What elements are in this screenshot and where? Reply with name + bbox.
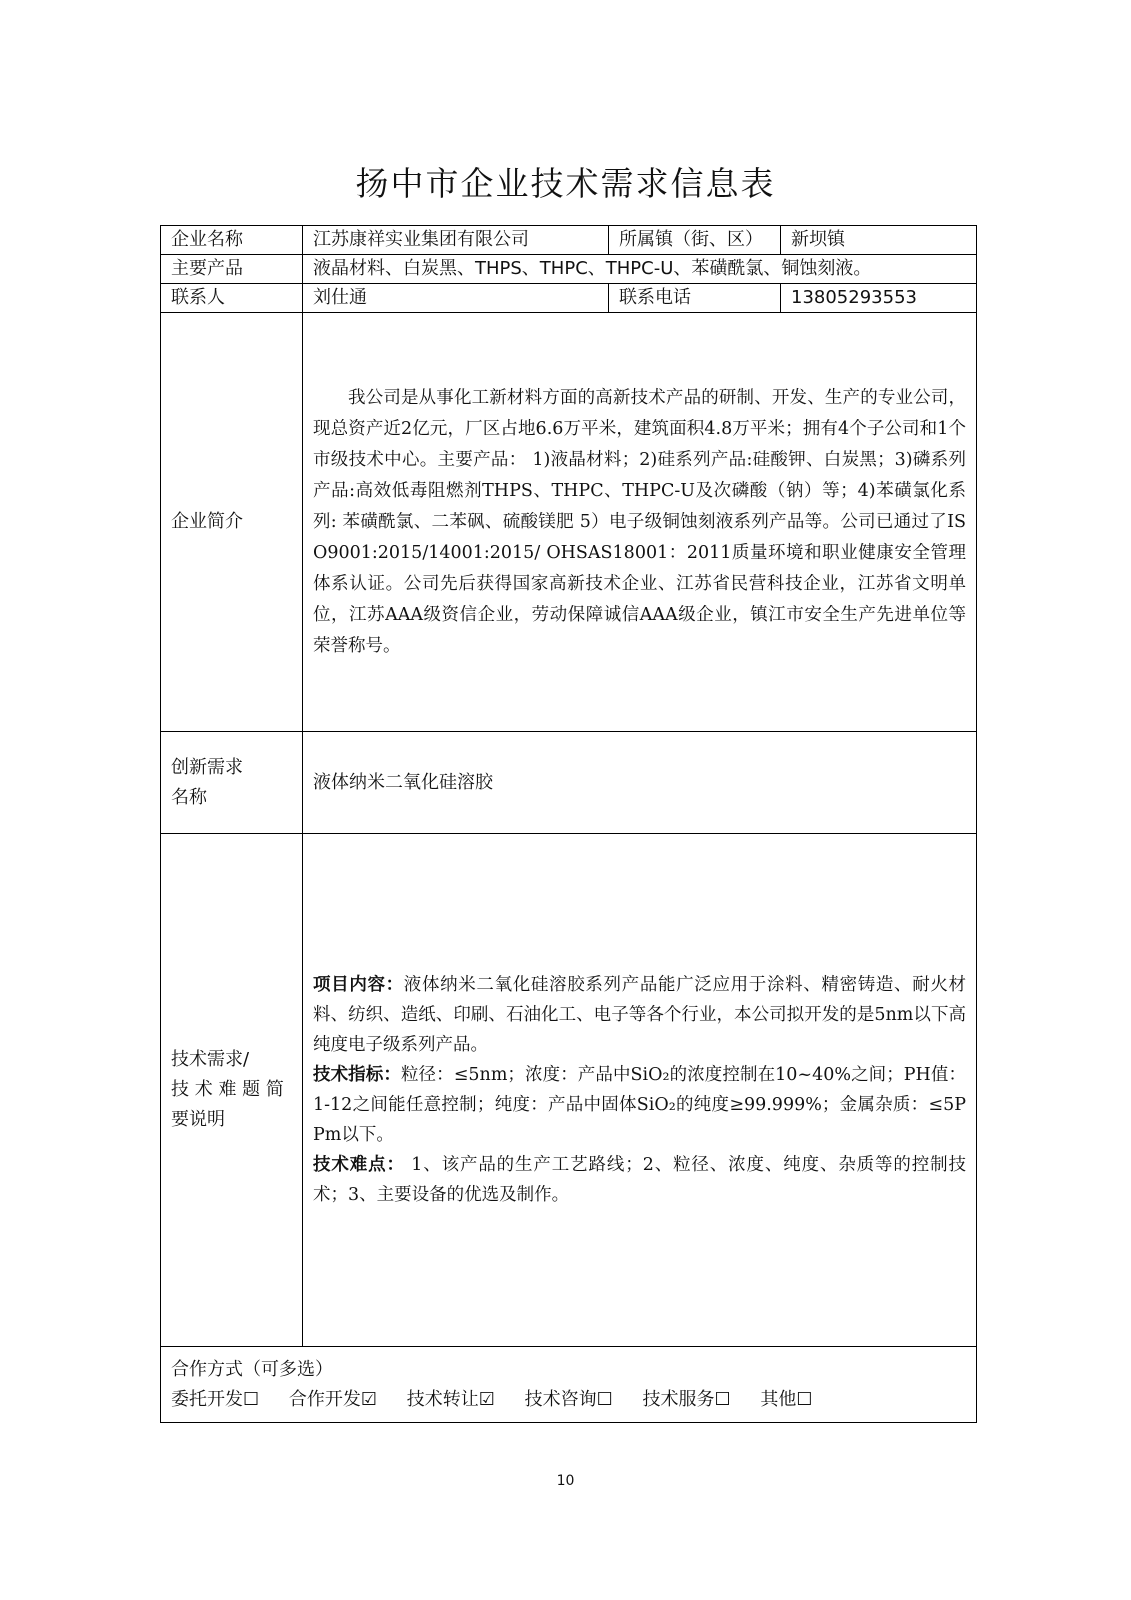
company-label: 企业名称 — [161, 226, 303, 255]
intro-text: 我公司是从事化工新材料方面的高新技术产品的研制、开发、生产的专业公司，现总资产近2亿元，厂区占地6.6万平米，建筑面积4.8万平米；拥有4个子公司和1个市级技术中心。主要产品： 1)液晶材料；2)硅系列产品:硅酸钾、白炭黑；3)磷系列产品:高效低毒阻燃剂THPS、THPC、THPC-U及次磷酸（钠）等；4)苯磺氯化系列: 苯磺酰氯、二苯砜、硫酸镁肥 5）电子级铜蚀刻液系列产品等。公司已通过了ISO9001:2015/14001:2015/ OHSAS18001：2011质量环境和职业健康安全管理体系认证。公司先后获得国家高新技术企业、江苏省民营科技企业，江苏省文明单位，江苏AAA级资信企业，劳动保障诚信AAA级企业，镇江市安全生产先进单位等荣誉称号。 — [313, 387, 966, 656]
row-products — [161, 255, 977, 284]
row-cooperation — [161, 1347, 977, 1423]
tech-index-label: 技术指标： — [313, 1065, 401, 1085]
phone-value: 13805293553 — [781, 284, 977, 313]
page-title: 扬中市企业技术需求信息表 — [355, 164, 776, 203]
tech-label-line1: 技术需求/ — [171, 1049, 250, 1070]
option-other[interactable]: 其他☐ — [760, 1388, 813, 1410]
tech-difficulty-text: 1、该产品的生产工艺路线；2、粒径、浓度、纯度、杂质等的控制技术；3、主要设备的优选及制作。 — [313, 1155, 966, 1205]
tech-label-line2: 技 术 难 题 简 — [171, 1079, 284, 1100]
row-tech — [161, 834, 977, 1347]
products-value: 液晶材料、白炭黑、THPS、THPC、THPC-U、苯磺酰氯、铜蚀刻液。 — [303, 255, 977, 284]
tech-difficulty-label: 技术难点： — [313, 1155, 405, 1175]
tech-content-label: 项目内容： — [313, 975, 404, 995]
demand-label-line1: 创新需求 — [171, 756, 243, 778]
products-label: 主要产品 — [161, 255, 303, 284]
demand-label — [161, 732, 303, 834]
tech-content — [313, 970, 966, 1060]
town-label: 所属镇（街、区） — [609, 226, 781, 255]
row-demand — [161, 732, 977, 834]
tech-index — [313, 1060, 966, 1150]
contact-value: 刘仕通 — [303, 284, 609, 313]
option-tech-transfer[interactable]: 技术转让☑ — [406, 1388, 495, 1410]
demand-label-line2: 名称 — [171, 786, 207, 808]
phone-label: 联系电话 — [609, 284, 781, 313]
town-value: 新坝镇 — [781, 226, 977, 255]
intro-cell — [303, 313, 977, 732]
tech-label — [161, 834, 303, 1347]
cooperation-cell — [161, 1347, 977, 1423]
row-intro — [161, 313, 977, 732]
option-joint-dev[interactable]: 合作开发☑ — [288, 1388, 378, 1410]
option-commissioned-dev[interactable]: 委托开发☐ — [171, 1388, 260, 1410]
intro-label: 企业简介 — [161, 313, 303, 732]
company-value: 江苏康祥实业集团有限公司 — [303, 226, 609, 255]
demand-value: 液体纳米二氧化硅溶胶 — [303, 732, 977, 834]
option-tech-service[interactable]: 技术服务☐ — [642, 1388, 731, 1410]
row-company — [161, 226, 977, 255]
cooperation-options — [171, 1385, 966, 1415]
tech-index-text: 粒径：≤5nm；浓度：产品中SiO₂的浓度控制在10~40%之间；PH值：1-12之间能任意控制；纯度：产品中固体SiO₂的纯度≥99.999%；金属杂质：≤5PPm以下。 — [313, 1065, 966, 1145]
info-table — [160, 225, 977, 1423]
tech-cell — [303, 834, 977, 1347]
tech-difficulty — [313, 1150, 966, 1210]
tech-label-line3: 要说明 — [171, 1109, 225, 1130]
row-contact — [161, 284, 977, 313]
contact-label: 联系人 — [161, 284, 303, 313]
tech-content-text: 液体纳米二氧化硅溶胶系列产品能广泛应用于涂料、精密铸造、耐火材料、纺织、造纸、印刷、石油化工、电子等各个行业，本公司拟开发的是5nm以下高纯度电子级系列产品。 — [313, 975, 967, 1055]
page-number: 10 — [556, 1473, 575, 1489]
cooperation-title: 合作方式（可多选） — [171, 1358, 333, 1380]
option-tech-consulting[interactable]: 技术咨询☐ — [524, 1388, 613, 1410]
